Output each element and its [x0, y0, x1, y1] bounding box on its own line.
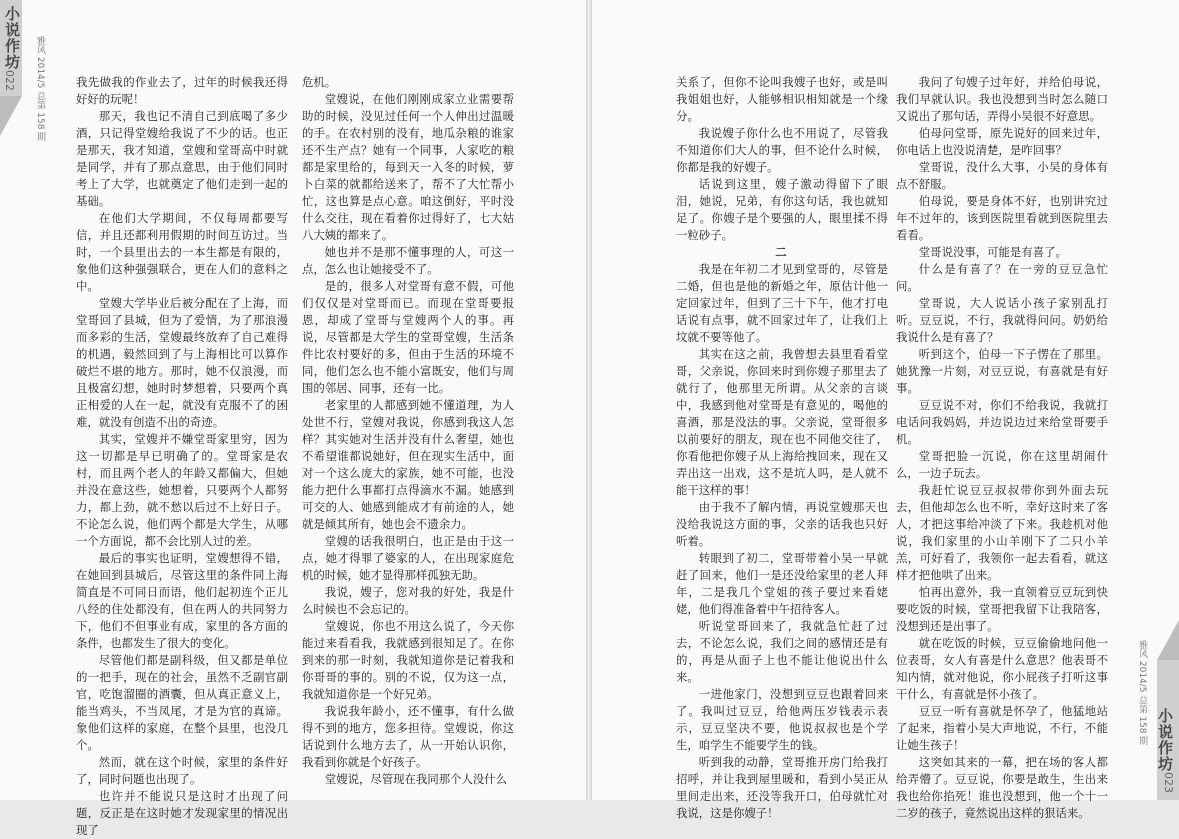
page-number-right: 023 [1162, 772, 1175, 793]
paragraph: 豆豆说不对，你们不给我说，我就打电话问我妈妈，并边说边过来给堂哥要手机。 [896, 398, 1108, 446]
paragraph: 关系了，但你不论叫我嫂子也好，或是叫我姐姐也好，人能够相识相知就是一个缘分。 [676, 75, 888, 123]
paragraph: 就在吃饭的时候，豆豆偷偷地问他一位表哥，女人有喜是什么意思？他表哥不知内情，就对他说，你小屁孩子打听这事干什么，有喜就是怀小孩了。 [896, 636, 1108, 701]
paragraph: 伯母说，要是身体不好，也别讲究过年不过年的，该到医院里看就到医院里去看看。 [896, 194, 1108, 242]
paragraph: 我是在年初二才见到堂哥的，尽管是二婚，但也是他的新婚之年，原估计他一定回家过年，但到了三十下午，他才打电话说有点事，就不回家过年了，让我们上坟就不要等他了。 [676, 262, 888, 344]
right-tab-triangle [1157, 620, 1179, 660]
paragraph: 堂嫂大学毕业后被分配在了上海，而堂哥回了县城，但为了爱情，为了那浪漫而多彩的生活，堂嫂最终放弃了自己难得的机遇，毅然回到了与上海相比可以算作破烂不堪的地方。那时，她不仅浪漫，而且极富幻想，她时时梦想着，只要两个真正相爱的人在一起，就没有克服不了的困难，就没有创造不出的奇迹。 [76, 296, 288, 429]
section-heading: 二 [775, 245, 789, 259]
paragraph: 其实在这之前，我曾想去县里看看堂哥，父亲说，你回来时到你嫂子那里去了就行了，他那里无所谓。从父亲的言谈中，我感到他对堂哥是有意见的，喝他的喜酒，那是没法的事。父亲说，堂哥很多以前要好的朋友，现在也不同他交往了，你看他把你嫂子从上海给拽回来，现在又弄出这一出戏，这不是坑人吗，是人就不能干这样的事！ [676, 347, 888, 497]
paragraph: 我先做我的作业去了，过年的时候我还得好好的玩呢！ [76, 75, 288, 106]
paragraph: 我说嫂子你什么也不用说了，尽管我不知道你们大人的事，但不论什么时候，你都是我的好嫂子。 [676, 126, 888, 174]
left-page [0, 0, 586, 837]
paragraph: 堂哥说，大人说话小孩子家别乱打听。豆豆说，不行，我就得问问。奶奶给我说什么是有喜了？ [896, 296, 1108, 344]
page-number-left: 022 [3, 70, 16, 91]
paragraph: 尽管他们都是副科级，但又都是单位的一把手，现在的社会，虽然不乏副官副官，吃饱溜圈的酒囊，但从真正意义上，能当鸡头，不当凤尾，才是为官的真谛。象他们这样的家庭，在整个县里，也没几个。 [76, 653, 288, 752]
paragraph: 是的，很多人对堂哥有意不假，可他们仅仅是对堂哥而已。而现在堂哥要报恩，却成了堂哥与堂嫂两个人的事。再说，尽管都是大学生的堂哥堂嫂，生活条件比农村要好的多，但由于生活的环境不同，他们怎么也不能小富既安，他们与周围的邻居、同事，还有一比。 [302, 279, 514, 395]
paragraph: 我赶忙说豆豆叔叔带你到外面去玩去，但他却怎么也不听，幸好这时来了客人，才把这事给冲淡了下来。我趁机对他说，我们家里的小山羊刚下了二只小羊羔，可好看了，我领你一起去看看，就这样才把他哄了出来。 [896, 483, 1108, 582]
paragraph: 堂嫂的话我很明白，也正是由于这一点，她才得罪了婆家的人，在出现家庭危机的时候，她才显得那样孤独无助。 [302, 534, 514, 582]
paragraph: 堂嫂说，在他们刚刚成家立业需要帮助的时候，没见过任何一个人伸出过温暖的手。在农村别的没有，地瓜杂粮的谁家还不生产点？她有一个同事，人家吃的粮都是家里给的，每到天一入冬的时候，萝卜白菜的就都给送来了，帮不了大忙帮小忙，这也算是点心意。咱这倒好，平时没什么交往，现在看着你过得好了，七大姑八大姨的都来了。 [302, 92, 514, 242]
paragraph: 什么是有喜了？在一旁的豆豆急忙问。 [896, 262, 1108, 293]
paragraph: 这突如其来的一幕，把在场的客人都给弄懵了。豆豆说，你要是敢生，生出来我也给你掐死！谁也没想到，他一个十一二岁的孩子，竟然说出这样的狠话来。 [896, 755, 1108, 820]
magazine-title-left: 小说作坊 [3, 6, 21, 70]
text-column-4 [896, 74, 1108, 820]
paragraph: 其实，堂嫂并不嫌堂哥家里穷，因为这一切都是早已明确了的。堂哥家是农村，而且两个老人的年龄又都偏大，但她并没在意这些，她想着，只要两个人都努力，都上劲，就不愁以后过不上好日子。不论怎么说，他们两个都是大学生，从哪一个方面说，都不会比别人过的差。 [76, 432, 288, 548]
paragraph: 在他们大学期间，不仅每周都要写信，并且还都利用假期的时间互访过。当时，一个县里出去的一本生都是有限的，象他们这种强强联合，更在人们的意料之中。 [76, 211, 288, 293]
paragraph: 话说到这里，嫂子激动得留下了眼泪，她说，兄弟，有你这句话，我也就知足了。你嫂子是个要强的人，眼里揉不得一粒砂子。 [676, 177, 888, 242]
paragraph: 最后的事实也证明，堂嫂想得不错，在她回到县城后，尽管这里的条件同上海简直是不可同日而语，他们起初连个正儿八经的住处都没有，但在两人的共同努力下，他们不但事业有成，家里的各方面的条件，也都发生了很大的变化。 [76, 551, 288, 650]
paragraph: 堂哥说没事，可能是有喜了。 [918, 245, 1067, 259]
magazine-title-right: 小说作坊 [1156, 708, 1174, 772]
text-column-1 [76, 74, 288, 837]
paragraph: 也许并不能说只是这时才出现了问题，反正是在这时她才发现家里的情况出现了 [76, 789, 288, 837]
paragraph: 那天，我也记不清自己到底喝了多少酒，只记得堂嫂给我说了不少的话。也正是那天，我才知道，堂嫂和堂哥高中时就是同学，并有了那点意思，由于他们同时考上了大学，也就奠定了他们走到一起的基础。 [76, 109, 288, 208]
paragraph: 我说，嫂子，您对我的好处，我是什么时候也不会忘记的。 [302, 585, 514, 616]
paragraph: 她也并不是那不懂事理的人，可这一点，怎么也让她接受不了。 [302, 245, 514, 276]
paragraph: 一进他家门，没想到豆豆也跟着回来了。我叫过豆豆，给他两压岁钱表示表示，豆豆坚决不要，他说叔叔也是个学生，咱学生不能要学生的钱。 [676, 687, 888, 752]
paragraph: 豆豆一听有喜就是怀孕了，他猛地站了起来，指着小吴大声地说，不行，不能让她生孩子！ [896, 704, 1108, 752]
paragraph: 听到这个，伯母一下子愣在了那里。她犹豫一片刻，对豆豆说，有喜就是有好事。 [896, 347, 1108, 395]
text-column-2 [302, 74, 514, 786]
paragraph: 由于我不了解内情，再说堂嫂那天也没给我说这方面的事，父亲的话我也只好听着。 [676, 500, 888, 548]
right-page [592, 0, 1179, 820]
paragraph: 我说我年龄小，还不懂事，有什么做得不到的地方，您多担待。堂嫂说，你这话说到什么地方去了，从一开始认识你，我看到你就是个好孩子。 [302, 704, 514, 769]
paragraph: 伯母问堂哥，原先说好的回来过年，你电话上也没说清楚，是咋回事？ [896, 126, 1108, 157]
paragraph: 堂嫂说，尽管现在我同那个人没什么 [324, 772, 508, 786]
paragraph: 堂哥说，没什么大事，小吴的身体有点不舒服。 [896, 160, 1108, 191]
paragraph: 堂嫂说，你也不用这么说了，今天你能过来看看我，我就感到很知足了。在你到来的那一时刻，我就知道你是记着我和你哥哥的事的。别的不说，仅为这一点，我就知道你是一个好兄弟。 [302, 619, 514, 701]
paragraph: 老家里的人都感到她不懂道理，为人处世不行，堂嫂对我说，你感到我这人怎样？其实她对生活并没有什么奢望，她也不希望谁都说她好，但在现实生活中，面对一个这么庞大的家族，她不可能，也没能力把什么事都打点得滴水不漏。她感到可交的人、她感到能成才有前途的人，她就是倾其所有，她也会不遗余力。 [302, 398, 514, 531]
paragraph: 听到我的动静，堂哥推开房门给我打招呼，并让我到屋里暖和，看到小吴正从里间走出来，还没等我开口，伯母就忙对我说，这是你嫂子！ [676, 755, 888, 820]
paragraph: 怕再出意外，我一直领着豆豆玩到快要吃饭的时候，堂哥把我留下让我陪客，没想到还是出事了。 [896, 585, 1108, 633]
paragraph: 听说堂哥回来了，我就急忙赶了过去，不论怎么说，我们之间的感情还是有的，再是从面子上也不能让他说出什么来。 [676, 619, 888, 684]
text-column-3 [676, 74, 888, 820]
paragraph: 我问了句嫂子过年好，并给伯母说，我们早就认识。我也没想到当时怎么随口又说出了那句话，弄得小吴很不好意思。 [896, 75, 1108, 123]
issue-info-left: 雅风 2014/5 总第 158 期 [35, 36, 45, 142]
issue-info-right: 雅风 2014/5 总第 158 期 [1137, 640, 1147, 746]
paragraph: 堂哥把脸一沉说，你在这里胡闹什么，一边子玩去。 [896, 449, 1108, 480]
paragraph: 转眼到了初二，堂哥带着小吴一早就赶了回来，他们一是还没给家里的老人拜年，二是我几个堂姐的孩子要过来看姥姥，他们得准备着中午招待客人。 [676, 551, 888, 616]
paragraph: 然而，就在这个时候，家里的条件好了，同时问题也出现了。 [76, 755, 288, 786]
paragraph: 危机。 [302, 75, 337, 89]
left-tab-triangle [0, 96, 22, 136]
